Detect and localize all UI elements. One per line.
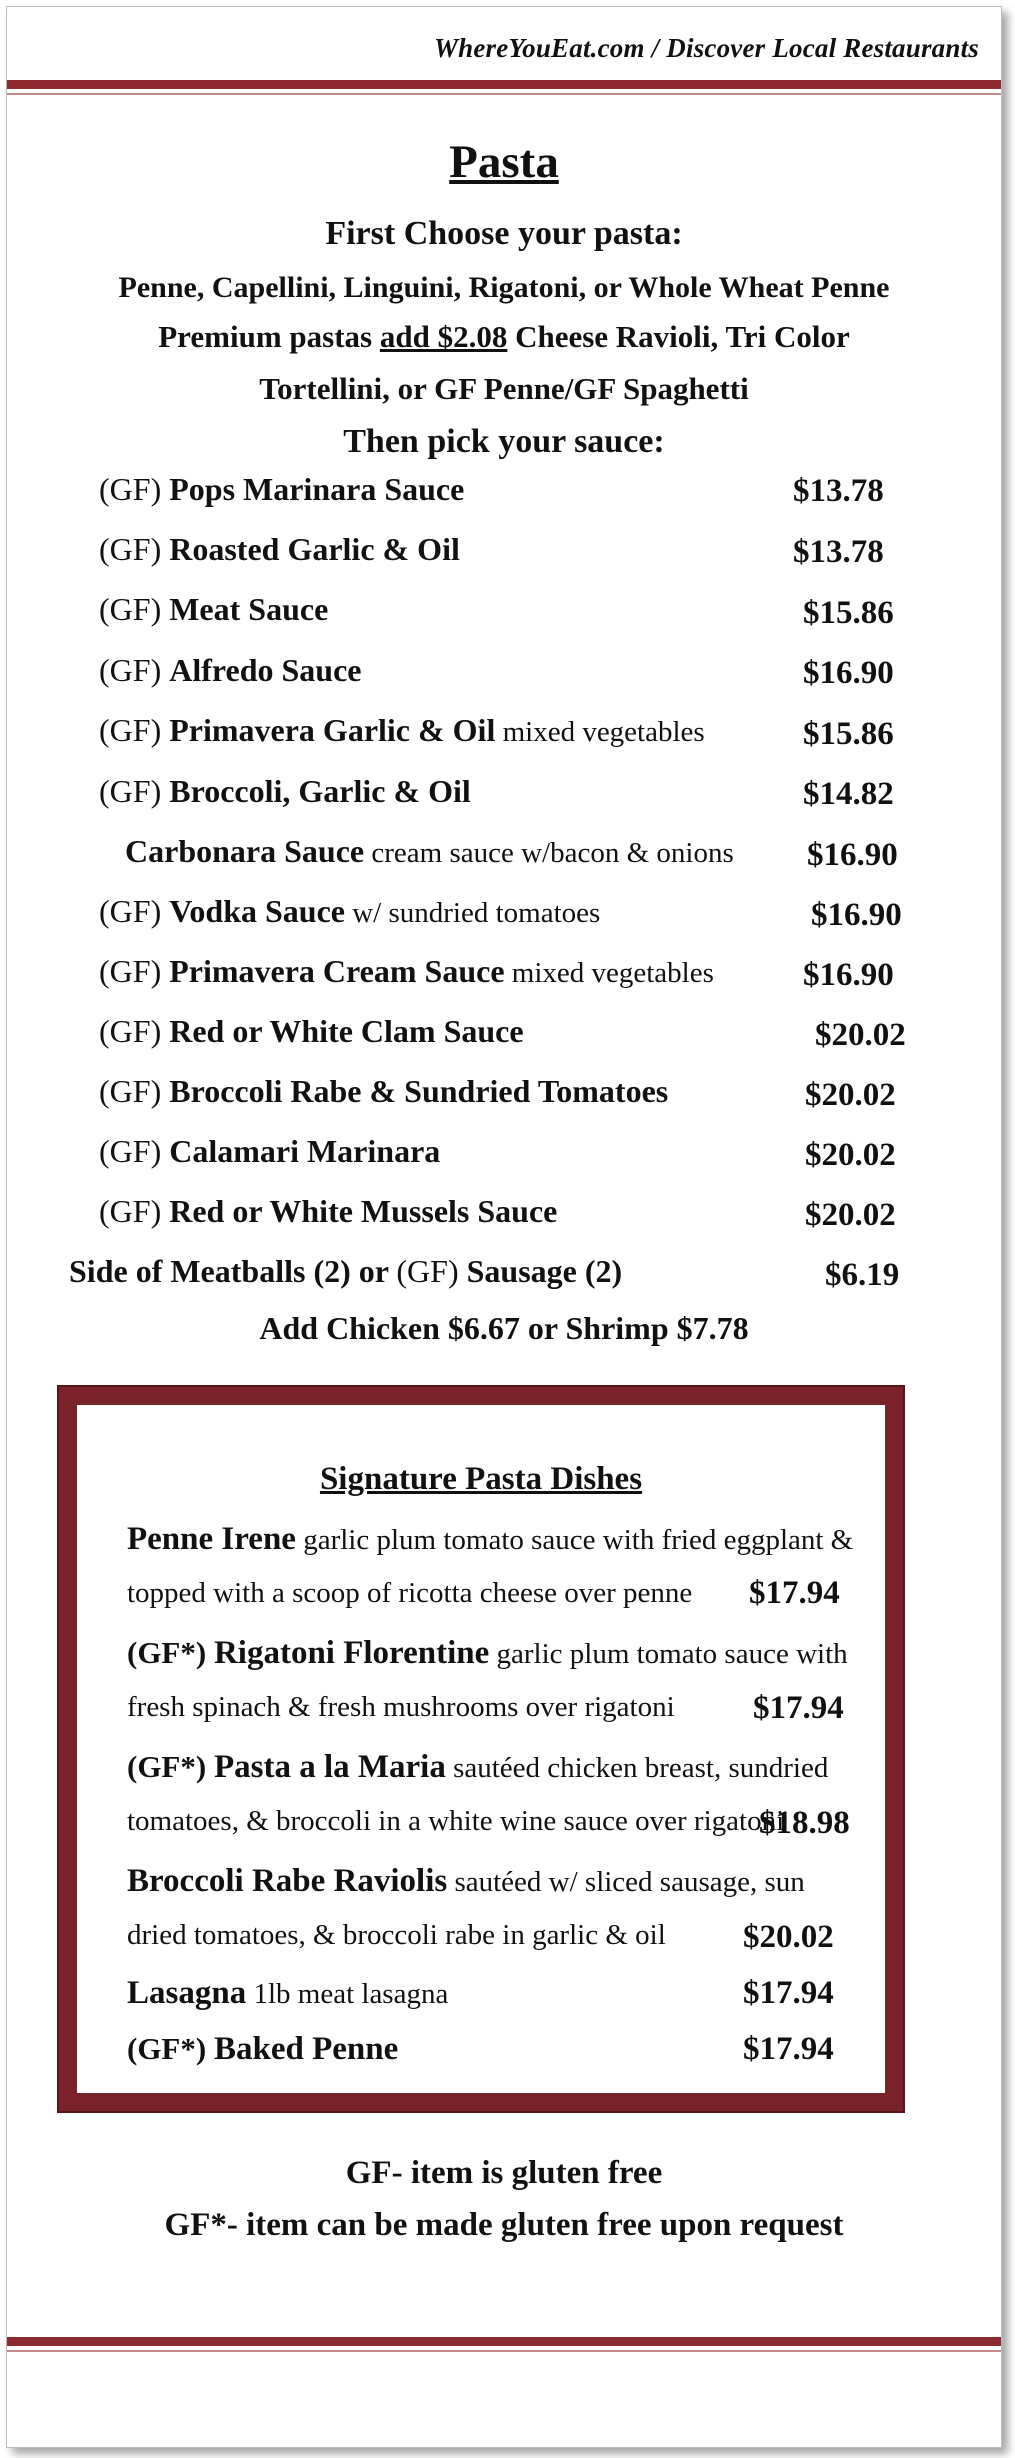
dish-name: Rigatoni Florentine: [213, 1635, 490, 1671]
top-divider: [7, 80, 1001, 95]
sauce-name: Carbonara Sauce: [125, 833, 365, 869]
premium-pastas: [7, 319, 1001, 355]
dish-desc: sautéed w/ sliced sausage, sun: [447, 1866, 805, 1898]
dish-desc: sautéed chicken breast, sundried: [445, 1752, 829, 1784]
gf-marker: (GF): [99, 531, 170, 567]
sauce-price: $20.02: [805, 1077, 896, 1113]
pasta-options: Penne, Capellini, Linguini, Rigatoni, or Whole Wheat Penne: [118, 271, 890, 304]
dish-price: $17.94: [743, 2031, 834, 2067]
dish-desc: topped with a scoop of ricotta cheese over penne: [127, 1577, 693, 1609]
sauce-name: Primavera Cream Sauce: [169, 953, 505, 989]
dish-name: Baked Penne: [213, 2031, 399, 2067]
dish-desc: garlic plum tomato sauce with fried eggplant &: [295, 1524, 854, 1556]
gf-marker: (GF): [99, 773, 170, 809]
sauce-price: $13.78: [793, 534, 884, 570]
gf-note: GF- item is gluten free: [345, 2155, 663, 2191]
gf-marker: (GF): [99, 591, 170, 627]
sauce-name: Red or White Mussels Sauce: [169, 1193, 558, 1229]
sauce-desc: mixed vegetables: [495, 716, 705, 748]
sauce-row: [99, 1193, 557, 1237]
sauce-desc: w/ sundried tomatoes: [344, 897, 601, 929]
sauce-row: [125, 833, 734, 877]
dish-name: Broccoli Rabe Raviolis: [127, 1863, 448, 1899]
sauce-price: $20.02: [805, 1137, 896, 1173]
dish-desc: dried tomatoes, & broccoli rabe in garlic & oil: [127, 1919, 666, 1951]
sauce-row: [99, 531, 460, 575]
gf-marker: (GF*): [127, 1749, 214, 1784]
sauce-price: $15.86: [803, 595, 894, 631]
dish-line: [127, 1863, 805, 1900]
dish-name: Lasagna: [127, 1975, 247, 2011]
sauce-row: [99, 773, 471, 817]
sauce-price: $16.90: [807, 837, 898, 873]
sauce-price: $14.82: [803, 776, 894, 812]
gf-marker: (GF): [99, 471, 170, 507]
sauce-name: Red or White Clam Sauce: [169, 1013, 524, 1049]
add-protein-line: Add Chicken $6.67 or Shrimp $7.78: [259, 1310, 749, 1346]
signature-box: [57, 1385, 905, 2113]
sauce-price: $20.02: [815, 1017, 906, 1053]
signature-inner: [77, 1405, 885, 2093]
sauce-name: Primavera Garlic & Oil: [169, 712, 496, 748]
sauce-row: [99, 1133, 440, 1177]
premium-prefix: Premium pastas: [158, 319, 380, 354]
dish-price: $18.98: [759, 1805, 850, 1841]
dish-line: [127, 1577, 692, 1610]
sauce-name: Roasted Garlic & Oil: [169, 531, 460, 567]
pick-sauce-heading: Then pick your sauce:: [343, 423, 665, 460]
sauce-desc: cream sauce w/bacon & onions: [364, 837, 734, 869]
dish-desc: tomatoes, & broccoli in a white wine sauce over rigatoni: [127, 1805, 785, 1837]
sauce-row: [99, 953, 714, 997]
gf-marker: (GF): [99, 652, 170, 688]
sauce-price: $20.02: [805, 1197, 896, 1233]
gf-star-note: GF*- item can be made gluten free upon request: [164, 2207, 844, 2243]
sauce-row: [99, 1013, 524, 1057]
dish-line: [127, 1805, 784, 1838]
sauce-name: Pops Marinara Sauce: [169, 471, 465, 507]
dish-price: $17.94: [743, 1975, 834, 2011]
sauce-name: Broccoli Rabe & Sundried Tomatoes: [169, 1073, 669, 1109]
sauce-row: [99, 893, 600, 937]
menu-page: [6, 6, 1002, 2448]
dish-line: [127, 1691, 675, 1724]
site-header[interactable]: WhereYouEat.com / Discover Local Restaurants: [433, 33, 979, 63]
sauce-row: [99, 471, 464, 515]
premium-suffix: Cheese Ravioli, Tri Color: [507, 319, 850, 354]
dish-name: Penne Irene: [127, 1521, 296, 1557]
signature-title: Signature Pasta Dishes: [319, 1461, 643, 1497]
dish-line: [127, 2031, 398, 2068]
sauce-name: Broccoli, Garlic & Oil: [169, 773, 471, 809]
premium-upcharge: add $2.08: [379, 319, 508, 354]
premium-pastas-line2: Tortellini, or GF Penne/GF Spaghetti: [259, 371, 749, 406]
gf-marker: (GF*): [127, 2031, 214, 2066]
dish-name: Pasta a la Maria: [213, 1749, 446, 1785]
gf-marker: (GF): [396, 1253, 459, 1289]
dish-line: [127, 1521, 853, 1558]
dish-price: $17.94: [753, 1690, 844, 1726]
bottom-divider: [7, 2337, 1001, 2352]
sauce-row: [99, 591, 328, 635]
gf-marker: (GF): [99, 1073, 170, 1109]
sauce-price: $13.78: [793, 473, 884, 509]
gf-marker: (GF*): [127, 1635, 214, 1670]
sauce-name: Vodka Sauce: [169, 893, 345, 929]
sauce-price: $16.90: [803, 957, 894, 993]
sauce-row: [99, 1073, 668, 1117]
sauce-name: Meat Sauce: [169, 591, 329, 627]
sauce-desc: mixed vegetables: [504, 957, 714, 989]
sauce-row: [99, 712, 705, 756]
sauce-price: $15.86: [803, 716, 894, 752]
side-row: [69, 1253, 622, 1297]
choose-pasta-heading: First Choose your pasta:: [325, 215, 683, 252]
gf-marker: (GF): [99, 1013, 170, 1049]
gf-marker: (GF): [99, 893, 170, 929]
dish-price: $17.94: [749, 1575, 840, 1611]
dish-desc: 1lb meat lasagna: [246, 1978, 449, 2010]
dish-desc: garlic plum tomato sauce with: [489, 1638, 848, 1670]
sauce-row: [99, 652, 362, 696]
gf-marker: (GF): [99, 712, 170, 748]
dish-line: [127, 1635, 848, 1672]
gf-marker: (GF): [99, 1133, 170, 1169]
sauce-name: Alfredo Sauce: [169, 652, 362, 688]
dish-line: [127, 1749, 828, 1786]
dish-line: [127, 1975, 448, 2012]
side-price: $6.19: [825, 1257, 900, 1293]
dish-price: $20.02: [743, 1919, 834, 1955]
section-title: Pasta: [449, 136, 559, 188]
gf-marker: (GF): [99, 1193, 170, 1229]
side-suffix: Sausage (2): [458, 1253, 623, 1289]
sauce-price: $16.90: [803, 655, 894, 691]
sauce-price: $16.90: [811, 897, 902, 933]
dish-desc: fresh spinach & fresh mushrooms over rigatoni: [127, 1691, 675, 1723]
gf-marker: (GF): [99, 953, 170, 989]
dish-line: [127, 1919, 666, 1952]
side-prefix: Side of Meatballs (2) or: [69, 1253, 397, 1289]
sauce-name: Calamari Marinara: [169, 1133, 441, 1169]
